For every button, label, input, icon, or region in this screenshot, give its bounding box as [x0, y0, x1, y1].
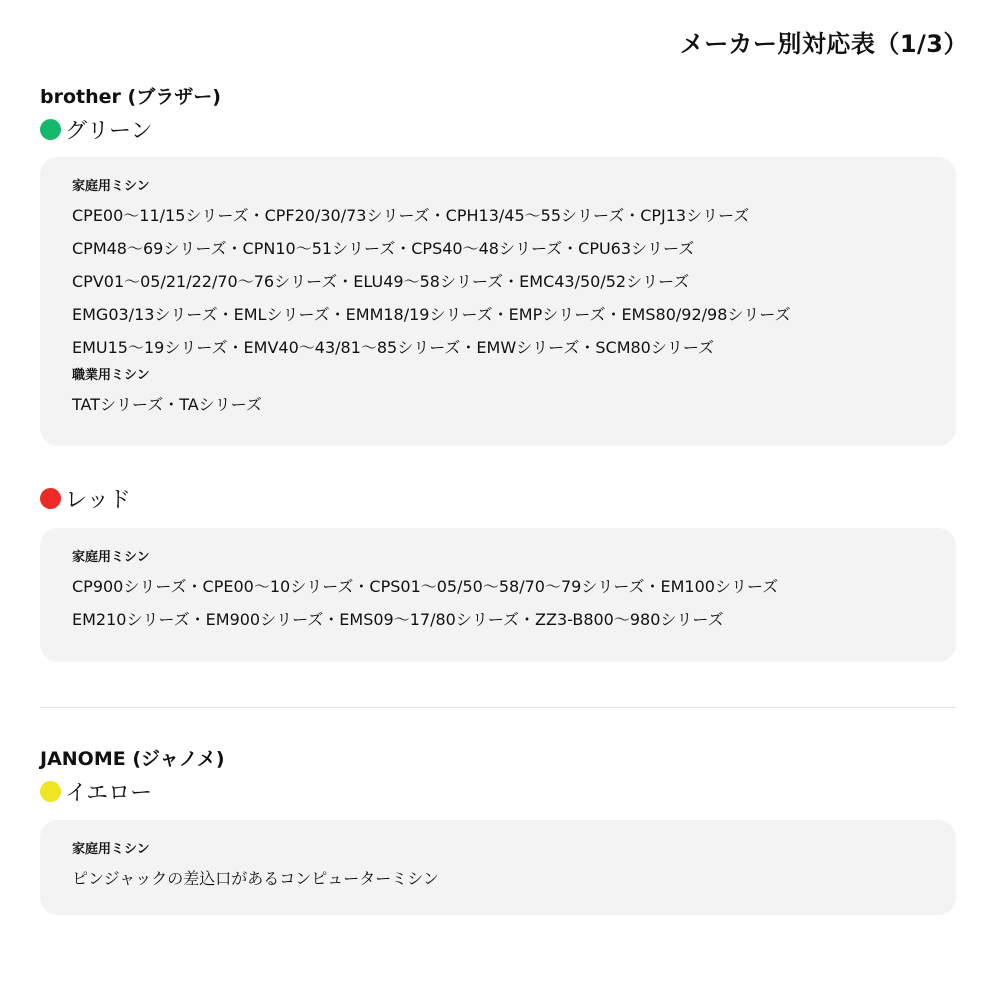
model-line: CPM48〜69シリーズ・CPN10〜51シリーズ・CPS40〜48シリーズ・CPU63シリーズ: [72, 239, 695, 258]
category-label: 家庭用ミシン: [72, 179, 150, 194]
model-panel-yellow: [40, 820, 956, 915]
model-line: CPV01〜05/21/22/70〜76シリーズ・ELU49〜58シリーズ・EMC43/50/52シリーズ: [72, 272, 690, 291]
brand-title-brother: brother (ブラザー): [40, 86, 221, 108]
green-dot-icon: [40, 119, 61, 140]
model-line: CPE00〜11/15シリーズ・CPF20/30/73シリーズ・CPH13/45〜55シリーズ・CPJ13シリーズ: [72, 206, 750, 225]
color-name: レッド: [65, 488, 131, 513]
model-panel-red: [40, 528, 956, 662]
section-divider: [40, 707, 956, 708]
brand-title-janome: JANOME (ジャノメ): [40, 748, 225, 770]
color-heading-red: [40, 483, 131, 514]
category-label: 家庭用ミシン: [72, 550, 150, 565]
color-name: イエロー: [65, 781, 153, 806]
model-line: ピンジャックの差込口があるコンピューターミシン: [72, 869, 439, 888]
model-line: CP900シリーズ・CPE00〜10シリーズ・CPS01〜05/50〜58/70〜79シリーズ・EM100シリーズ: [72, 577, 779, 596]
model-line: TATシリーズ・TAシリーズ: [72, 395, 262, 414]
yellow-dot-icon: [40, 781, 61, 802]
category-label: 家庭用ミシン: [72, 842, 150, 857]
page-title: メーカー別対応表（1/3）: [679, 30, 968, 58]
model-panel-green: [40, 157, 956, 446]
model-line: EMU15〜19シリーズ・EMV40〜43/81〜85シリーズ・EMWシリーズ・SCM80シリーズ: [72, 338, 715, 357]
color-heading-green: [40, 114, 153, 145]
color-name: グリーン: [65, 119, 153, 144]
red-dot-icon: [40, 488, 61, 509]
category-label: 職業用ミシン: [72, 368, 150, 383]
model-line: EMG03/13シリーズ・EMLシリーズ・EMM18/19シリーズ・EMPシリーズ・EMS80/92/98シリーズ: [72, 305, 791, 324]
model-line: EM210シリーズ・EM900シリーズ・EMS09〜17/80シリーズ・ZZ3-B800〜980シリーズ: [72, 610, 724, 629]
color-heading-yellow: [40, 776, 152, 807]
